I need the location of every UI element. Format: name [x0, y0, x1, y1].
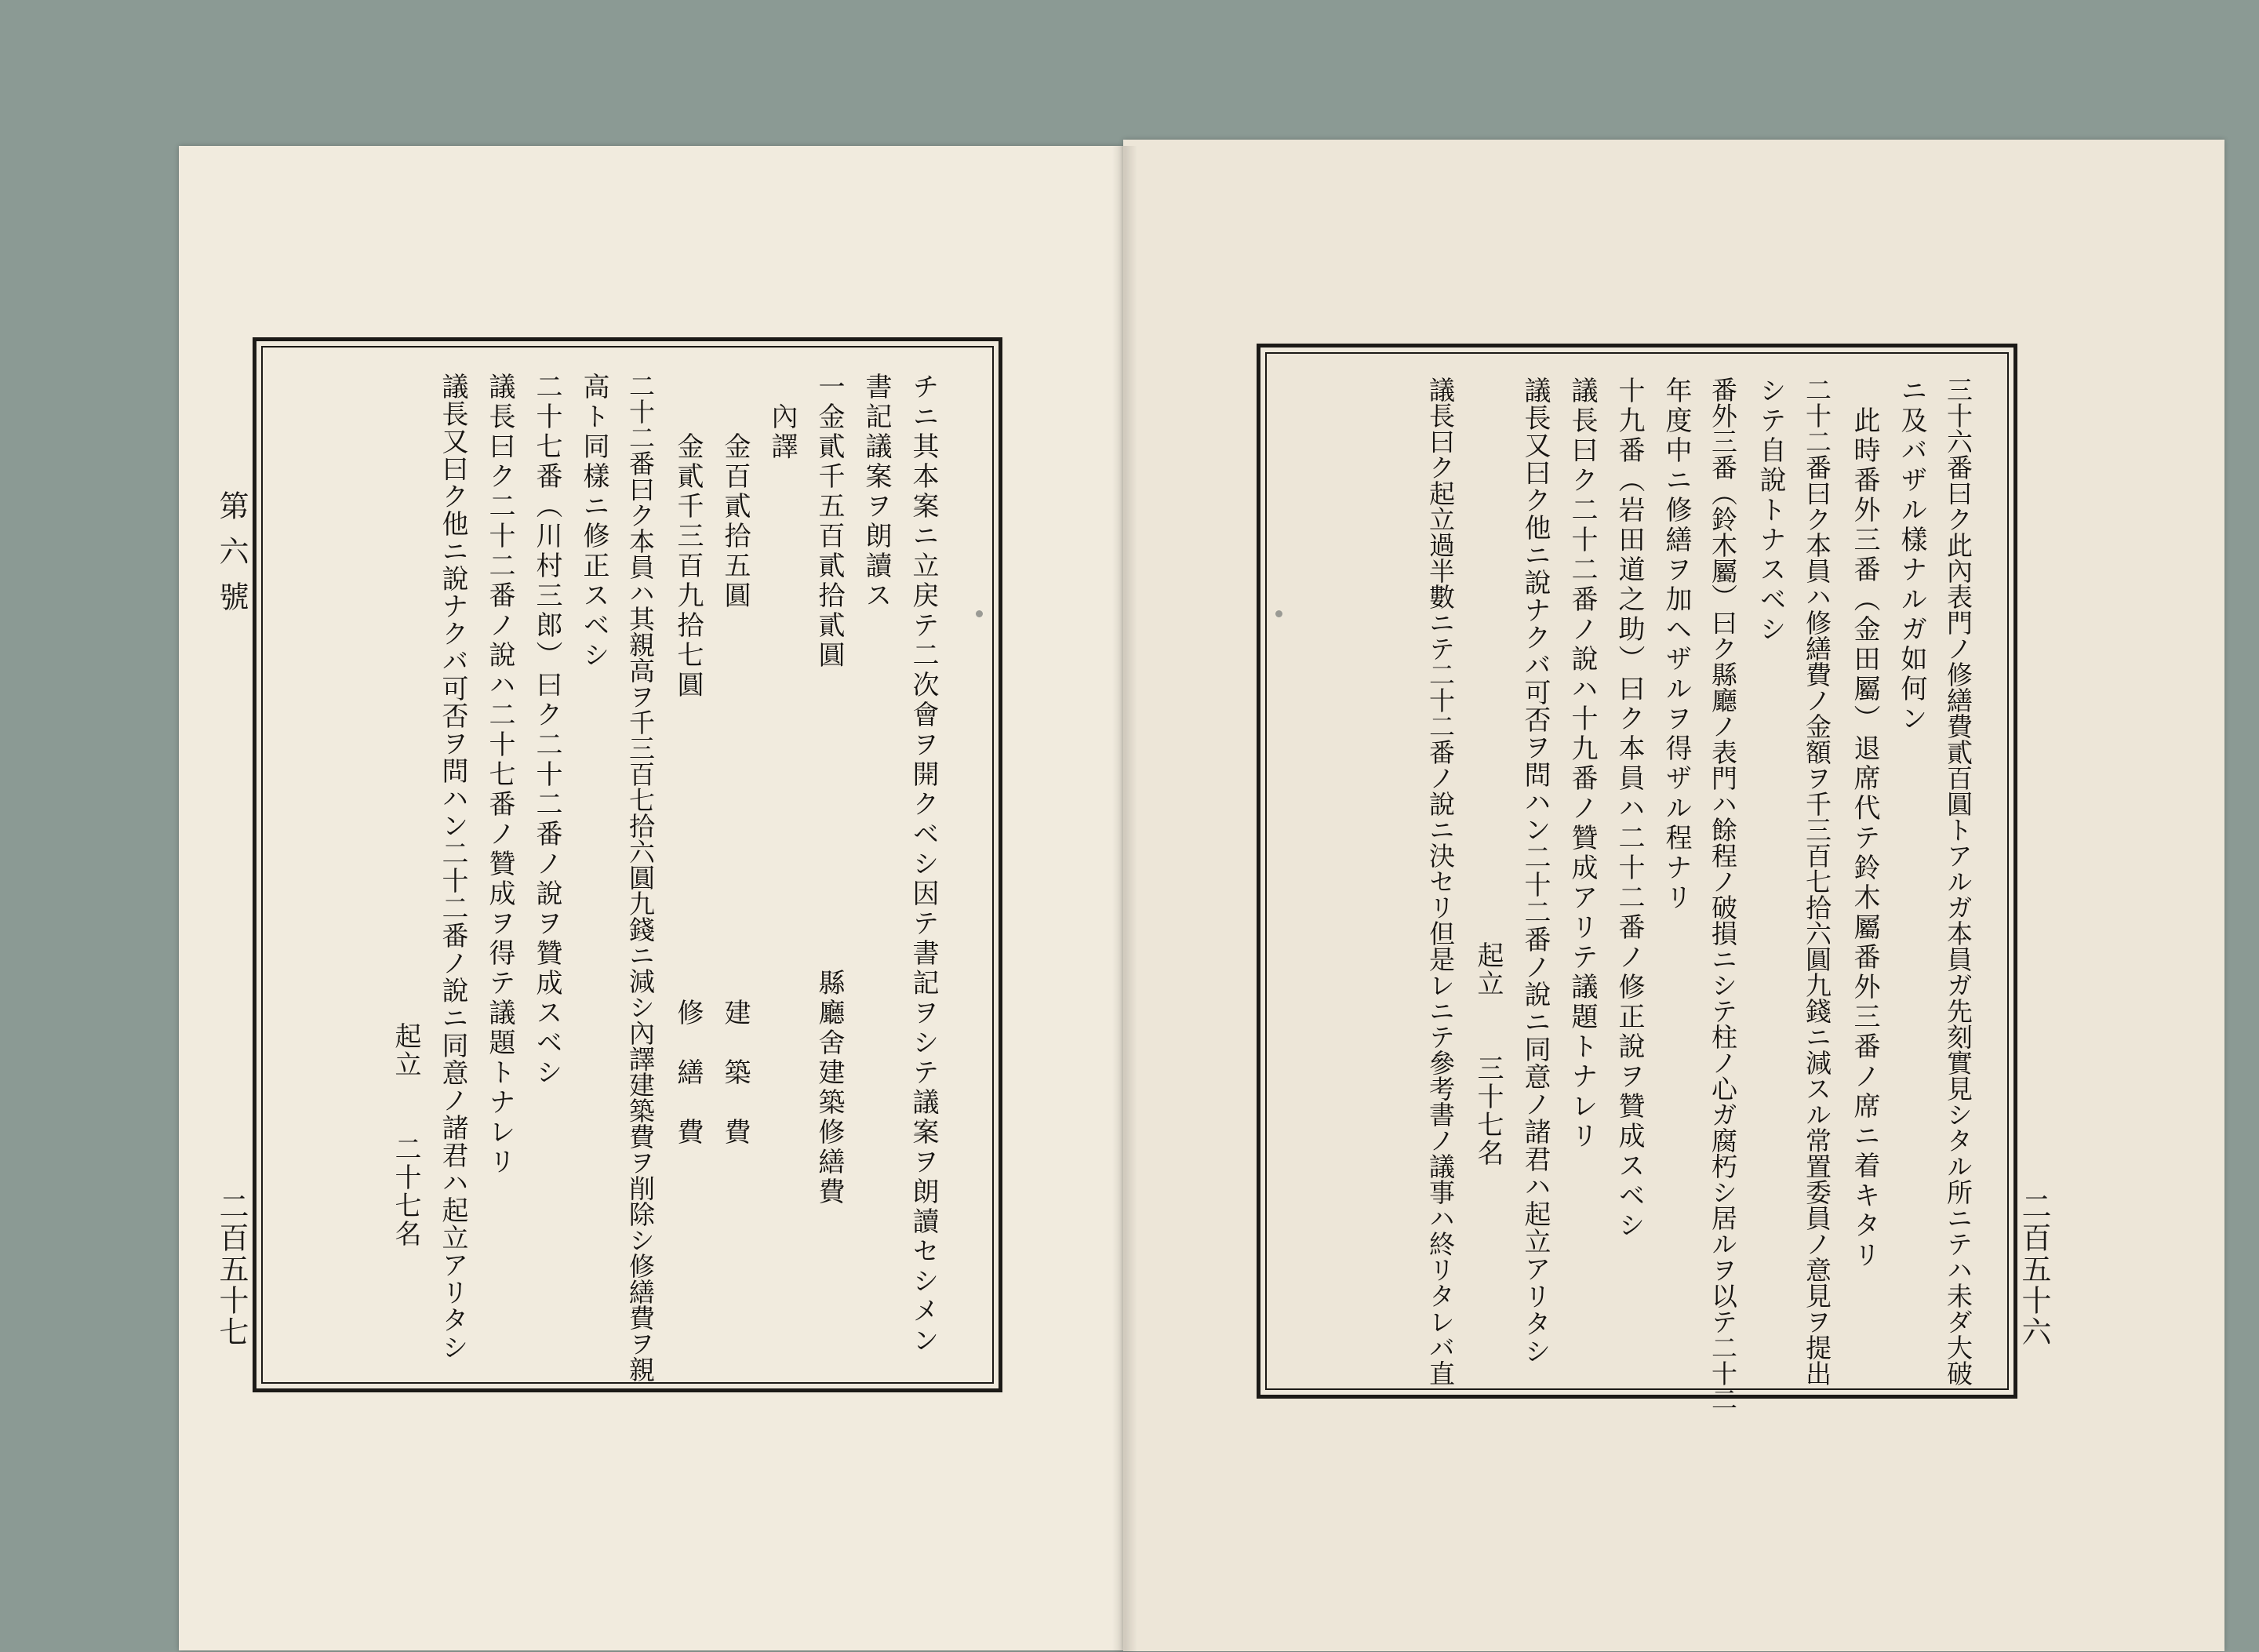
right-column-8: 十九番（岩田道之助）曰ク本員ハ二十二番ノ修正說ヲ贊成スベシ: [1613, 377, 1645, 1241]
right-column-9: 議長曰ク二十二番ノ說ハ十九番ノ贊成アリテ議題トナレリ: [1566, 377, 1598, 1152]
left-column-5: 金百貳拾五圓 建 築 費: [719, 373, 751, 1148]
left-column-1: チニ其本案ニ立戻テ二次會ヲ開クベシ因テ書記ヲシテ議案ヲ朗讀セシメン: [908, 373, 939, 1356]
left-column-6: 金貳千三百九拾七圓 修 繕 費: [672, 373, 704, 1148]
left-column-8: 高ト同樣ニ修正スベシ: [578, 373, 609, 671]
right-column-1: 三十六番曰ク此內表門ノ修繕費貳百圓トアルガ本員ガ先刻實見シタル所ニテハ未ダ大破: [1943, 377, 1973, 1386]
binding-hole-left: [976, 610, 983, 617]
left-column-9: 二十七番（川村三郎）曰ク二十二番ノ說ヲ贊成スベシ: [531, 373, 562, 1088]
binding-hole-right: [1275, 610, 1282, 617]
right-column-5: シテ自說トナスベシ: [1755, 377, 1786, 645]
issue-label: 第六號: [214, 490, 249, 627]
right-page-number: 二百五十六: [2017, 1191, 2051, 1348]
left-column-12: 起立 二十七名: [390, 373, 421, 1248]
left-column-2: 書記議案ヲ朗讀ス: [860, 373, 892, 611]
book-gutter: [1112, 146, 1137, 1652]
right-column-6: 番外三番（鈴木屬）曰ク縣廳ノ表門ハ餘程ノ破損ニシテ柱ノ心ガ腐朽シ居ルヲ以テ二十二: [1708, 377, 1738, 1412]
left-column-7: 二十二番曰ク本員ハ其親高ヲ千三百七拾六圓九錢ニ減シ內譯建築費ヲ削除シ修繕費ヲ親: [625, 373, 656, 1382]
left-column-10: 議長曰ク二十二番ノ說ハ二十七番ノ贊成ヲ得テ議題トナレリ: [484, 373, 515, 1177]
right-column-3: 此時番外三番（金田屬）退席代テ鈴木屬番外三番ノ席ニ着キタリ: [1849, 377, 1880, 1271]
left-column-3: 一金貳千五百貳拾貳圓 縣廳舍建築修繕費: [813, 373, 845, 1207]
right-column-2: ニ及バザル樣ナルガ如何ン: [1896, 377, 1927, 734]
right-column-4: 二十二番曰ク本員ハ修繕費ノ金額ヲ千三百七拾六圓九錢ニ減スル常置委員ノ意見ヲ提出: [1802, 377, 1832, 1386]
right-column-12: 議長曰ク起立過半數ニテ二十二番ノ說ニ決セリ但是レニテ參考書ノ議事ハ終リタレバ直: [1425, 377, 1456, 1386]
left-page-number: 二百五十七: [214, 1191, 249, 1348]
left-column-4: 內譯: [766, 373, 798, 462]
right-column-10: 議長又曰ク他ニ說ナクバ可否ヲ問ハン二十二番ノ說ニ同意ノ諸君ハ起立アリタシ: [1519, 377, 1551, 1365]
right-column-11: 起立 三十七名: [1472, 377, 1504, 1167]
right-column-7: 年度中ニ修繕ヲ加ヘザルヲ得ザル程ナリ: [1661, 377, 1692, 913]
left-column-11: 議長又曰ク他ニ說ナクバ可否ヲ問ハン二十二番ノ說ニ同意ノ諸君ハ起立アリタシ: [437, 373, 468, 1361]
